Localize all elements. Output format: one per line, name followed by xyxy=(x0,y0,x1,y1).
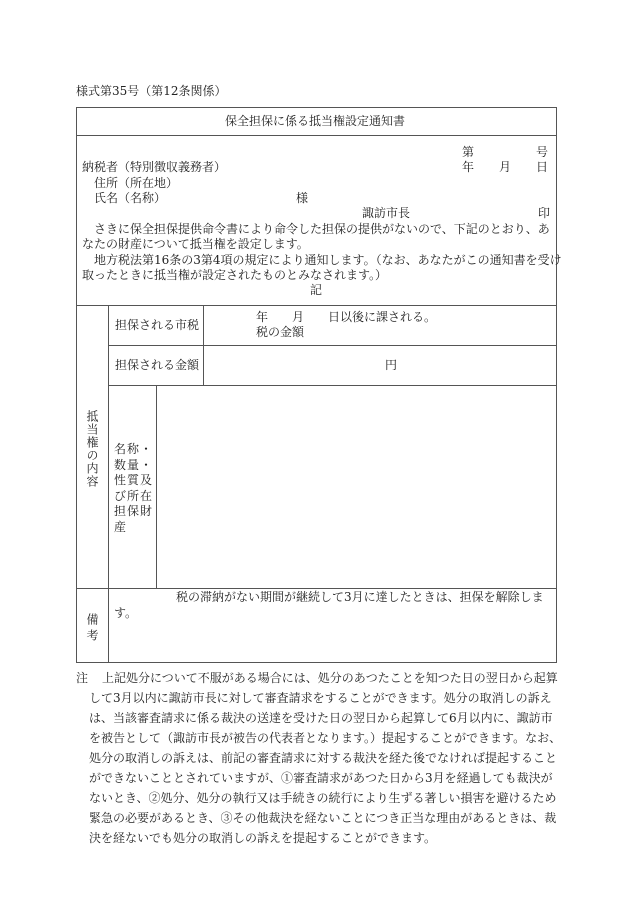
number-prefix: 第 xyxy=(462,145,475,159)
property-label: 名称・数量・性質及び所在担保財産 xyxy=(114,442,154,534)
note-line: 上記処分について不服がある場合には、処分のあつたことを知つた日の翌日から起算 xyxy=(102,671,558,685)
note-line: 処分の取消しの訴えは、前記の審査請求に対する裁決を経た後でなければ提起すること xyxy=(89,751,558,765)
note-line: ができないこととされていますが、①審査請求があつた日から3月を経過しても裁決が xyxy=(89,771,553,785)
secured-tax-value: 税の金額 xyxy=(256,325,305,339)
divider xyxy=(76,588,557,589)
ki-heading: 記 xyxy=(310,283,323,297)
body-line: さきに保全担保提供命令書により命令した担保の提供がないので、下記のとおり、あ xyxy=(82,222,550,236)
note-line: 決を経ないでも処分の取消しの訴えを提起することができます。 xyxy=(89,831,437,845)
note-line: を被告として（諏訪市長が被告の代表者となります。）提起することができます。なお、 xyxy=(89,731,562,745)
number-suffix: 号 xyxy=(536,145,549,159)
note-line: して3月以内に諏訪市長に対して審査請求をすることができます。処分の取消しの訴え xyxy=(89,691,552,705)
remarks-text: す。 xyxy=(114,606,138,620)
section-label: 抵当権の内容 xyxy=(85,410,99,488)
date-day: 日 xyxy=(536,160,549,174)
document-title: 保全担保に係る抵当権設定通知書 xyxy=(224,114,405,128)
form-number: 様式第35号（第12条関係） xyxy=(76,84,227,98)
divider xyxy=(203,305,204,385)
divider xyxy=(76,135,557,136)
address-label: 住所（所在地） xyxy=(94,176,179,190)
remarks-label: 備考 xyxy=(85,613,99,645)
divider xyxy=(76,305,557,306)
body-line: なたの財産について抵当権を設定します。 xyxy=(82,237,309,251)
remarks-text: 税の滞納がない期間が継続して3月に達したときは、担保を解除しま xyxy=(176,590,544,604)
date-month: 月 xyxy=(499,160,512,174)
note-line: 緊急の必要があるとき、③その他裁決を経ないことにつき正当な理由があるときは、裁 xyxy=(89,811,557,825)
date-year: 年 xyxy=(462,160,475,174)
name-label: 氏名（名称） xyxy=(94,191,167,205)
secured-amount-label: 担保される金額 xyxy=(115,358,200,372)
divider xyxy=(108,385,557,386)
body-line: 取ったときに抵当権が設定されたものとみなされます。） xyxy=(82,268,388,282)
secured-tax-value: 年 月 日以後に課される。 xyxy=(256,310,437,324)
taxpayer-label: 納税者（特別徴収義務者） xyxy=(82,160,227,174)
note-marker: 注 xyxy=(76,671,89,685)
divider xyxy=(108,345,557,346)
divider xyxy=(108,305,109,663)
seal-mark: 印 xyxy=(538,206,551,220)
yen-unit: 円 xyxy=(385,358,398,372)
note-line: は、当該審査請求に係る裁決の送達を受けた日の翌日から起算して6月以内に、諏訪市 xyxy=(89,711,553,725)
divider xyxy=(156,385,157,588)
body-line: 地方税法第16条の3第4項の規定により通知します。（なお、あなたがこの通知書を受け xyxy=(82,253,562,267)
honorific: 様 xyxy=(296,191,309,205)
note-line: ないとき、②処分、処分の執行又は手続きの続行により生ずる著しい損害を避けるため xyxy=(89,791,557,805)
secured-tax-label: 担保される市税 xyxy=(115,318,200,332)
issuer: 諏訪市長 xyxy=(362,206,411,220)
